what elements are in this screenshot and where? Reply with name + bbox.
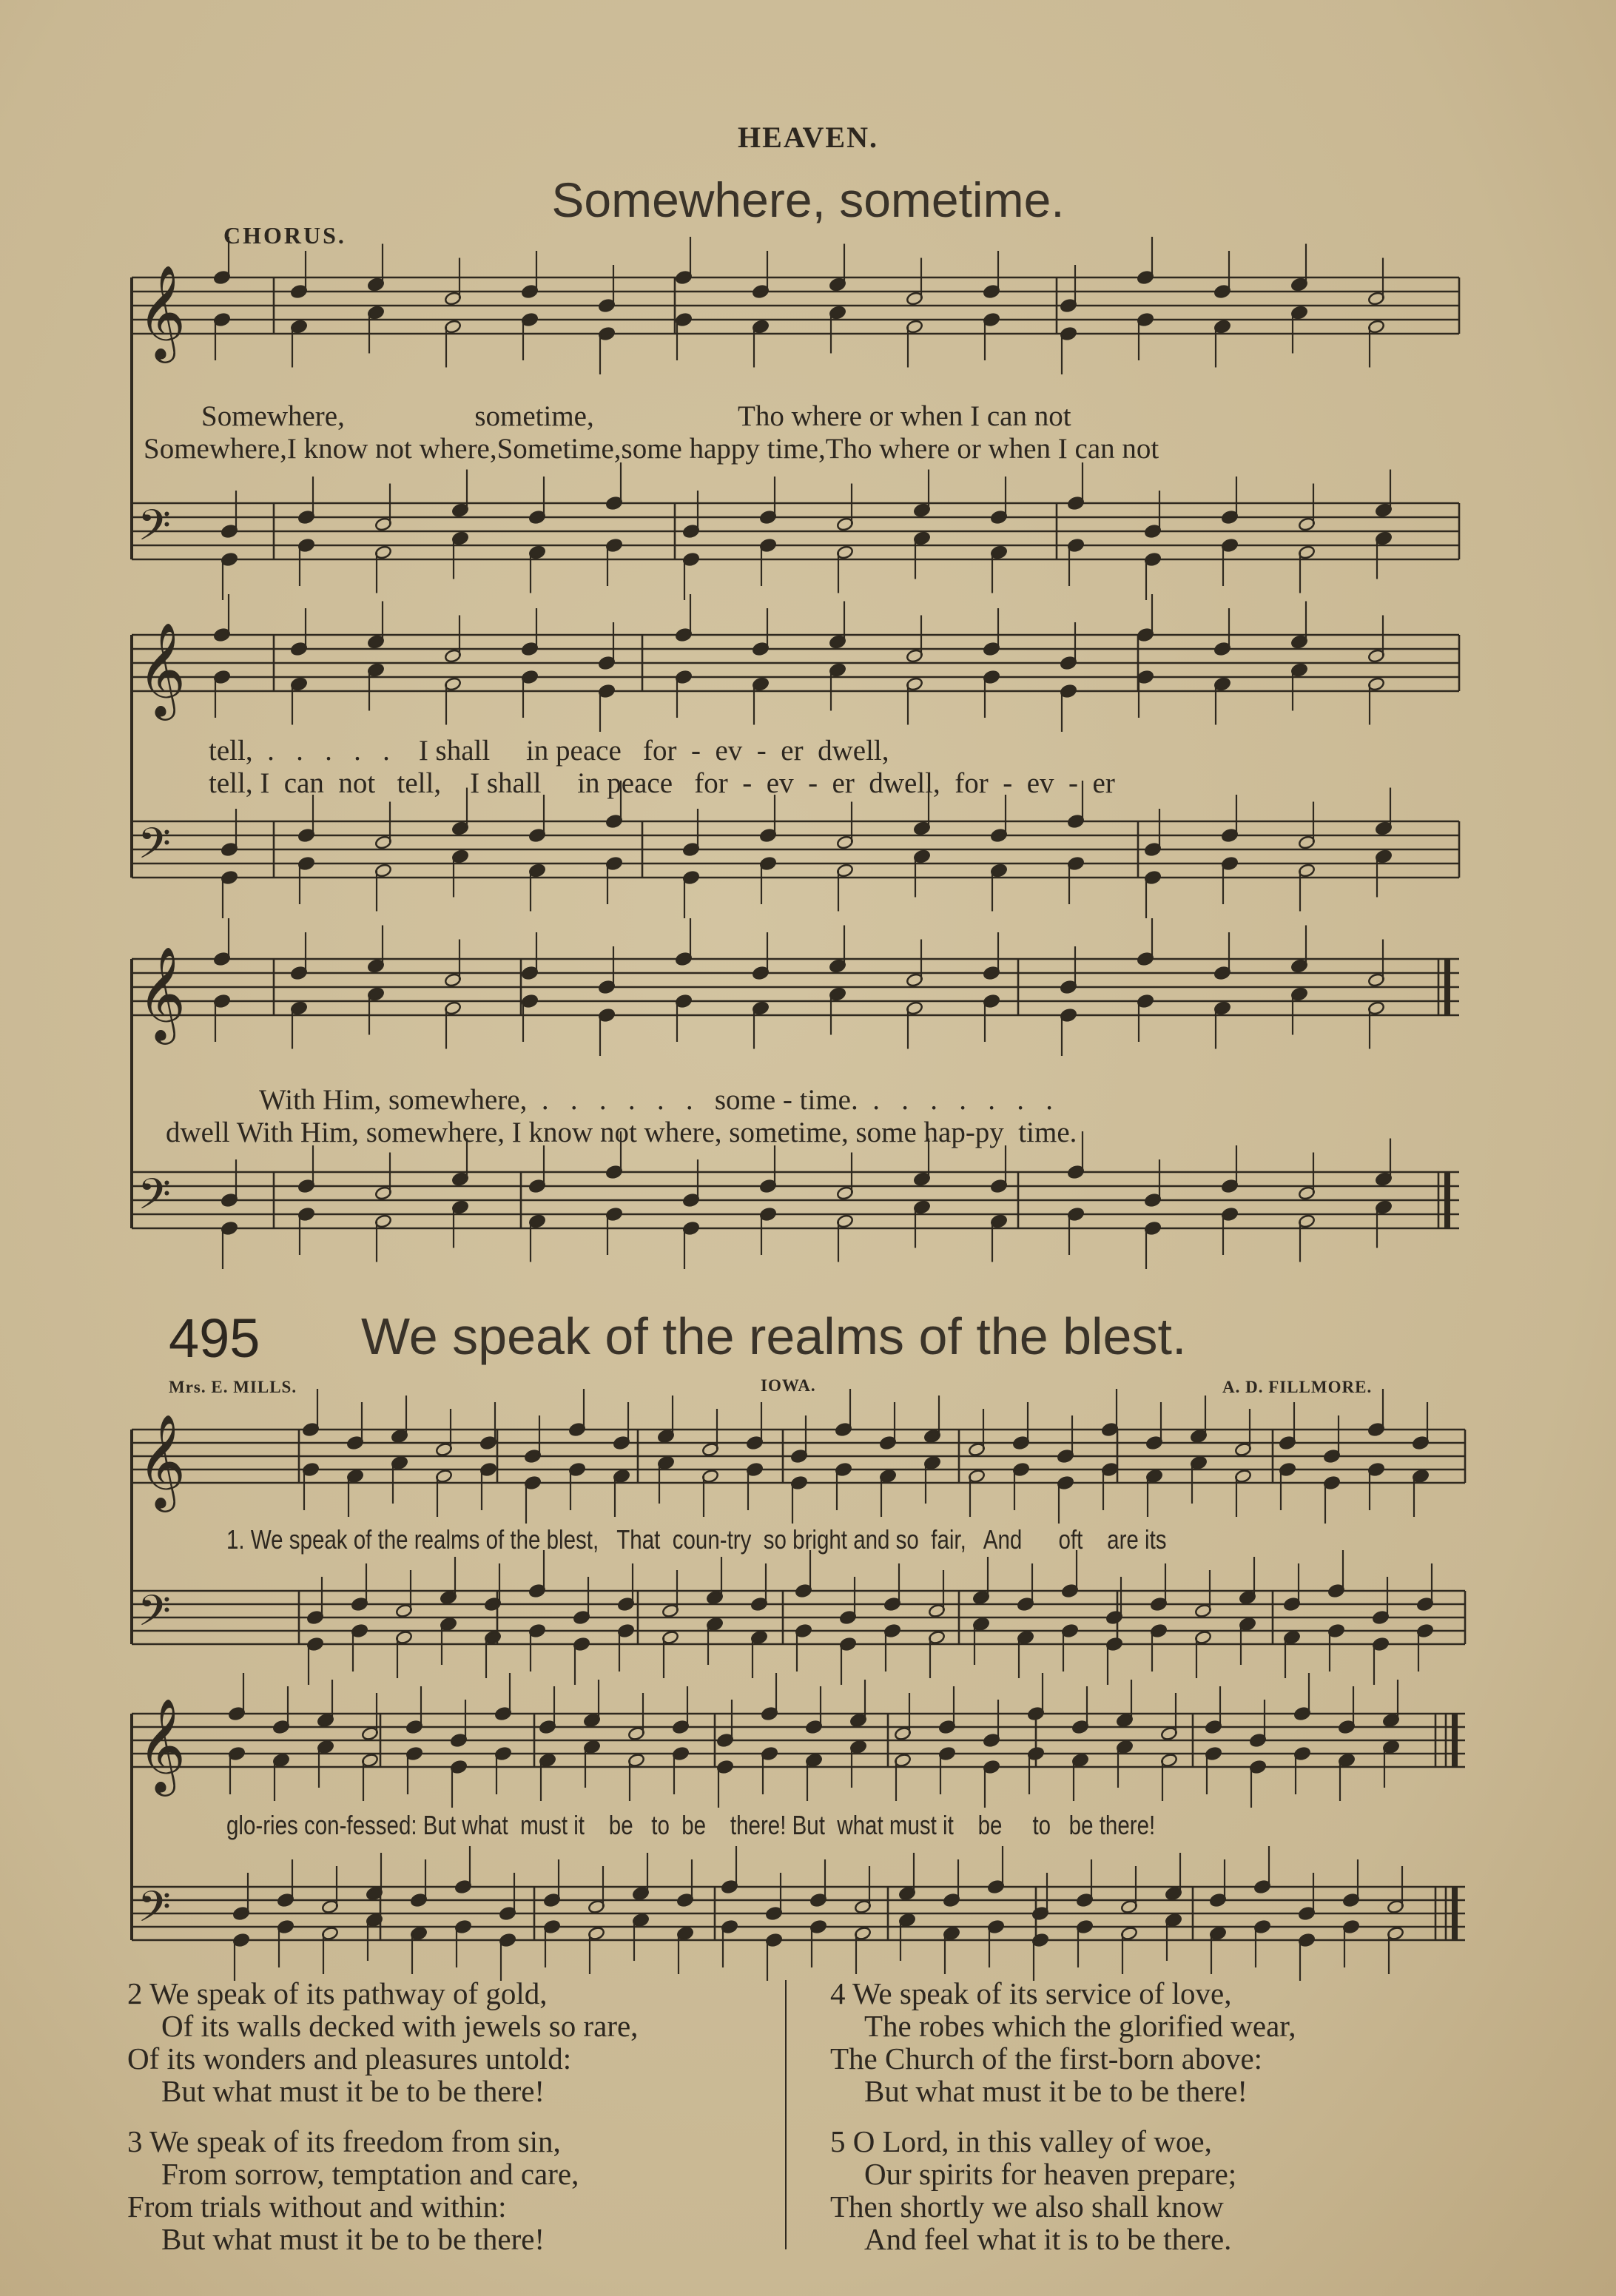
bass-clef-icon: 𝄢 [138,818,172,879]
hymn-tune-name: IOWA. [761,1376,816,1395]
treble-clef-icon: 𝄞 [138,264,186,359]
treble-clef-icon: 𝄞 [138,1697,186,1792]
chorus-title: Somewhere, sometime. [551,172,1065,227]
chorus-system3-lyric-bottom: dwell With Him, somewhere, I know not where, sometime, some hap-py time. [166,1117,1077,1148]
treble-clef-icon: 𝄞 [138,946,186,1040]
verse-number: 2 [127,1976,143,2010]
bass-clef-icon: 𝄢 [138,1586,172,1646]
bass-clef-icon: 𝄢 [138,500,172,561]
bass-clef-icon: 𝄢 [138,1882,172,1942]
hymn-lyric-line2: glo-ries con-fessed: But what must it be to be there! But what must it be to be there! [226,1810,1156,1840]
treble-clef-icon: 𝄞 [138,1413,186,1508]
treble-clef-icon: 𝄞 [138,622,186,716]
verse-4: 4 We speak of its service of love, The robes which the glorified wear, The Church of the first-born above: But what must it be to be there! [830,1976,1296,2108]
final-barline-thick [1452,1887,1458,1940]
hymn-composer: A. D. FILLMORE. [1222,1378,1373,1396]
final-barline-thick [1444,1172,1450,1228]
running-head: HEAVEN. [738,121,878,154]
hymn-number: 495 [169,1307,260,1369]
verse-3: 3 We speak of its freedom from sin, From sorrow, temptation and care, From trials without and within: But what must it be to be there! [127,2124,579,2256]
verse-2: 2 We speak of its pathway of gold, Of its walls decked with jewels so rare, Of its wonders and pleasures untold: But what must it be to be there! [127,1976,639,2108]
final-barline-thick [1444,959,1450,1015]
chorus-system3-lyric-top: With Him, somewhere, . . . . . . some - time. . . . . . . . [259,1084,1053,1116]
verse-number: 3 [127,2124,143,2158]
chorus-label: CHORUS. [223,222,346,249]
chorus-system1-lyric-bottom: Somewhere,I know not where,Sometime,some happy time,Tho where or when I can not [144,433,1159,465]
chorus-system2-lyric-top: tell, . . . . . I shall in peace for - ev - er dwell, [209,735,889,767]
chorus-system2-lyric-bottom: tell, I can not tell, I shall in peace for - ev - er dwell, for - ev - er [209,767,1115,799]
verse-5: 5 O Lord, in this valley of woe, Our spirits for heaven prepare; Then shortly we also shall know And feel what it is to be there. [830,2124,1237,2256]
hymn-title: We speak of the realms of the blest. [361,1307,1187,1365]
verse-number: 4 [830,1976,846,2010]
final-barline-thick [1452,1714,1458,1767]
hymn-author: Mrs. E. MILLS. [169,1378,297,1396]
hymn-lyric-line1: 1. We speak of the realms of the blest, That coun-try so bright and so fair, And oft are its [226,1524,1167,1555]
bass-clef-icon: 𝄢 [138,1169,172,1230]
chorus-system1-lyric-top: Somewhere, sometime, Tho where or when I can not [201,400,1071,432]
verse-number: 5 [830,2124,846,2158]
